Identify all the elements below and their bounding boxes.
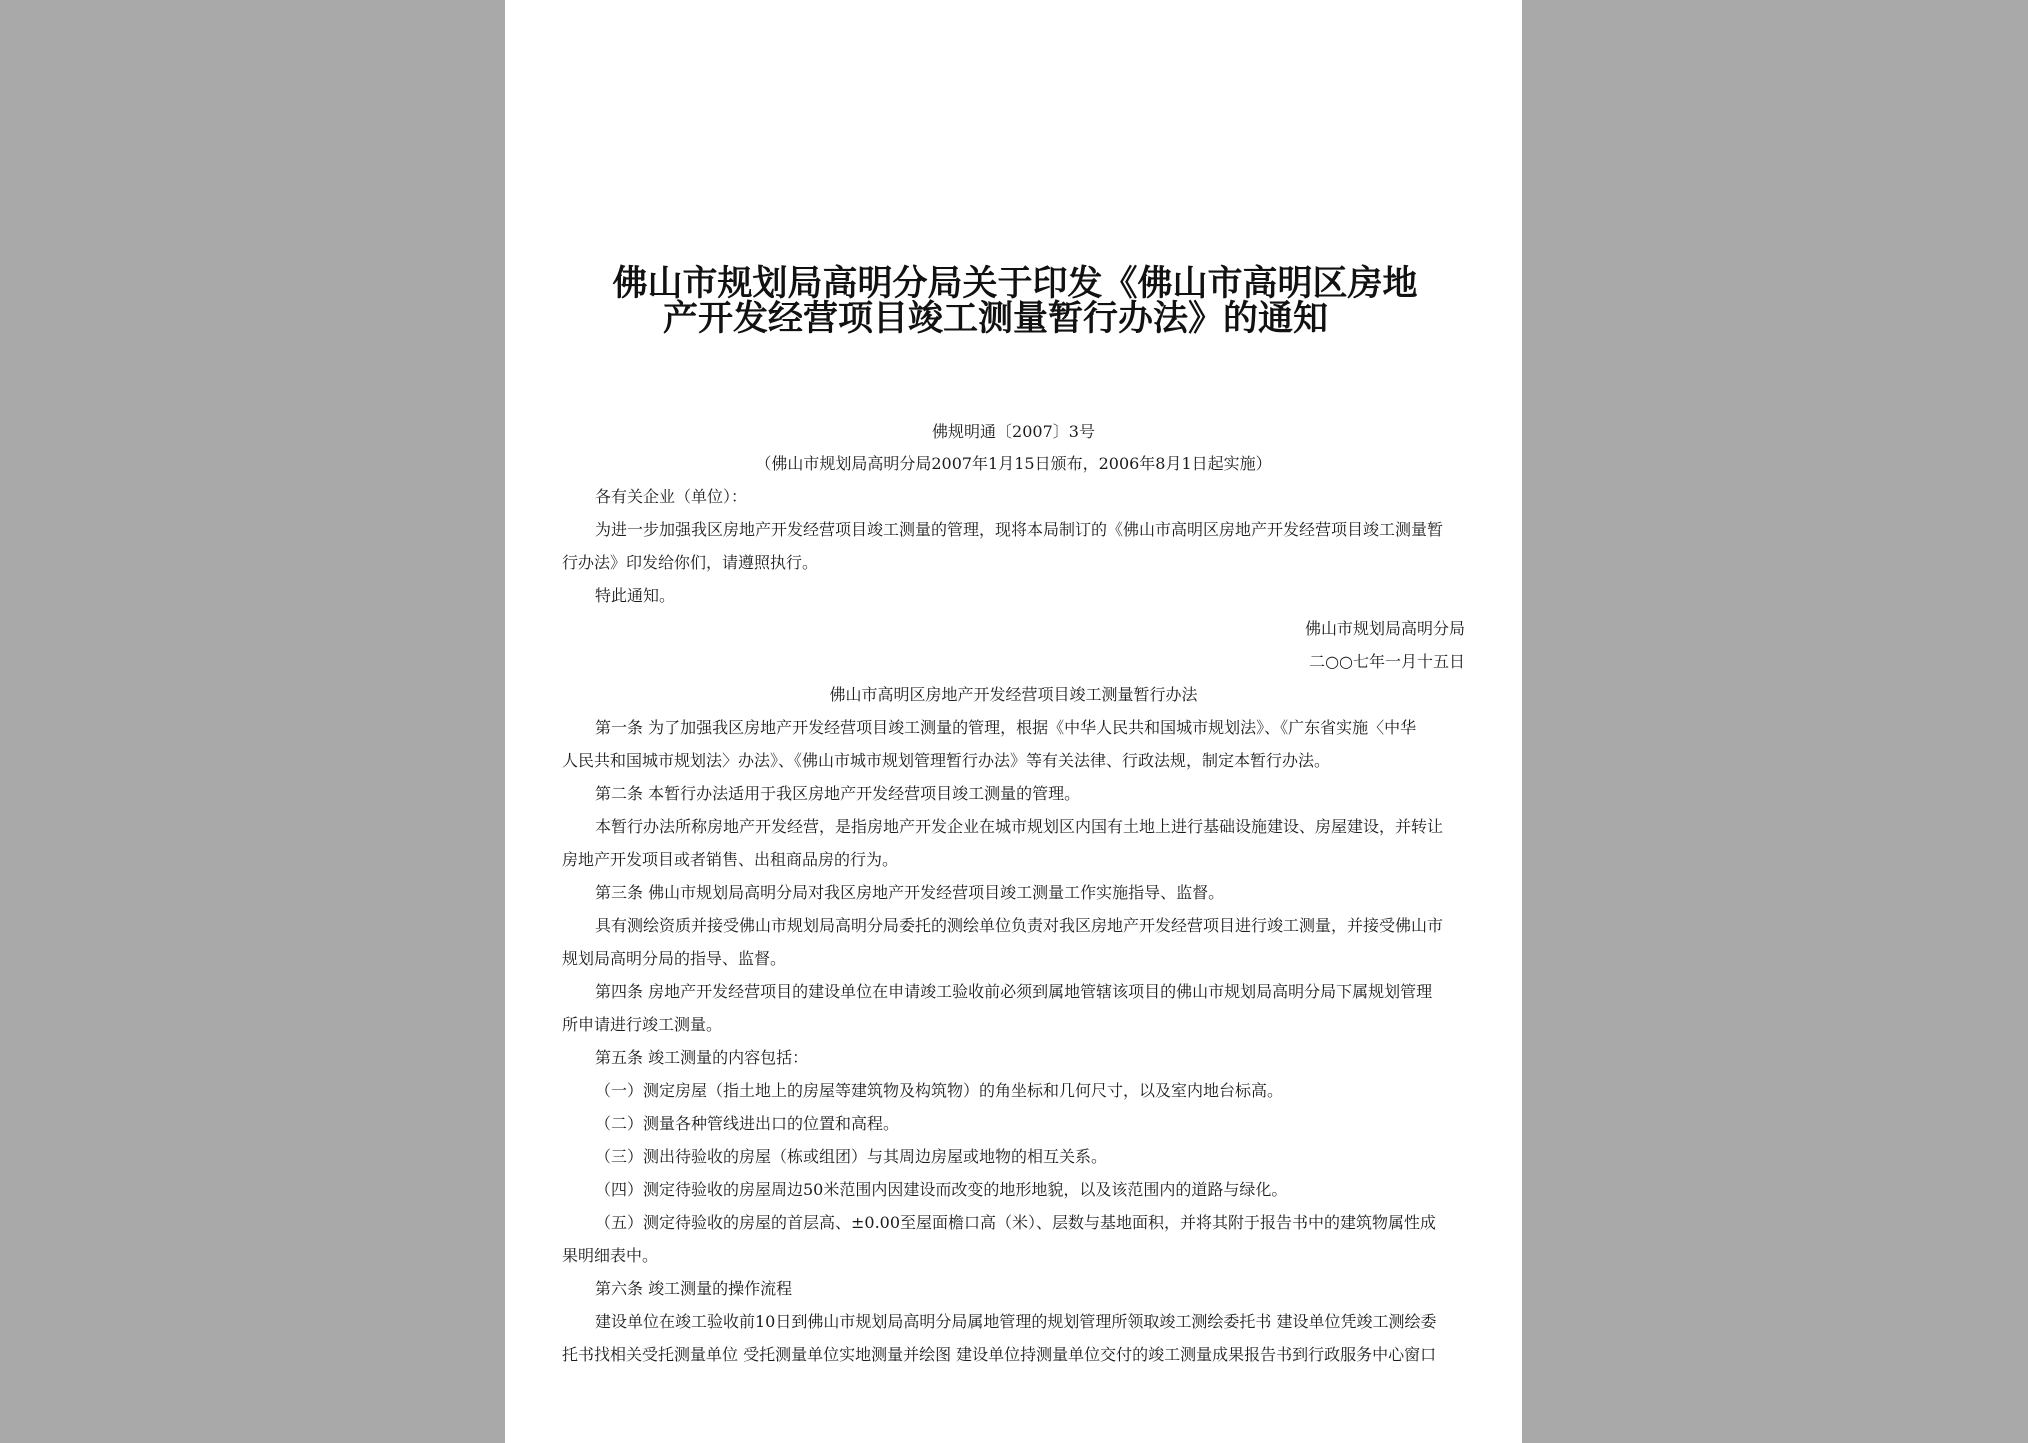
body-line: 房地产开发项目或者销售、出租商品房的行为。 [562, 850, 899, 869]
document-number: 佛规明通〔2007〕3号 [932, 422, 1095, 441]
body-line: （一）测定房屋（指土地上的房屋等建筑物及构筑物）的角坐标和几何尺寸，以及室内地台标高。 [595, 1081, 1284, 1100]
issue-info: （佛山市规划局高明分局2007年1月15日颁布，2006年8月1日起实施） [755, 454, 1272, 473]
body-line: 所申请进行竣工测量。 [562, 1015, 723, 1034]
measures-title: 佛山市高明区房地产开发经营项目竣工测量暂行办法 [829, 685, 1198, 704]
body-line: 第一条 为了加强我区房地产开发经营项目竣工测量的管理，根据《中华人民共和国城市规划法》、《广东省实施〈中华 [595, 718, 1417, 737]
body-line: 第六条 竣工测量的操作流程 [595, 1279, 793, 1298]
body-line: （四）测定待验收的房屋周边50米范围内因建设而改变的地形地貌，以及该范围内的道路与绿化。 [595, 1180, 1288, 1199]
body-line: 果明细表中。 [562, 1246, 659, 1265]
body-line: 第三条 佛山市规划局高明分局对我区房地产开发经营项目竣工测量工作实施指导、监督。 [595, 883, 1225, 902]
signature-org: 佛山市规划局高明分局 [1304, 619, 1465, 638]
addressee: 各有关企业（单位）： [595, 487, 748, 506]
body-line: （三）测出待验收的房屋（栋或组团）与其周边房屋或地物的相互关系。 [595, 1147, 1108, 1166]
signature-date: 二○○七年一月十五日 [1309, 652, 1465, 671]
body-line: （二）测量各种管线进出口的位置和高程。 [595, 1114, 900, 1133]
intro-line-2: 行办法》印发给你们，请遵照执行。 [562, 553, 819, 572]
body-line: 第五条 竣工测量的内容包括： [595, 1048, 809, 1067]
closing-line: 特此通知。 [595, 586, 676, 605]
body-line: 第四条 房地产开发经营项目的建设单位在申请竣工验收前必须到属地管辖该项目的佛山市规划局高明分局下属规划管理 [595, 982, 1433, 1001]
body-line: 第二条 本暂行办法适用于我区房地产开发经营项目竣工测量的管理。 [595, 784, 1081, 803]
body-line: （五）测定待验收的房屋的首层高、±0.00至屋面檐口高（米）、层数与基地面积，并将其附于报告书中的建筑物属性成 [595, 1213, 1437, 1232]
intro-line-1: 为进一步加强我区房地产开发经营项目竣工测量的管理，现将本局制订的《佛山市高明区房地产开发经营项目竣工测量暂 [595, 520, 1444, 539]
document-title-line-2: 产开发经营项目竣工测量暂行办法》的通知 [663, 298, 1329, 339]
body-line: 建设单位在竣工验收前10日到佛山市规划局高明分局属地管理的规划管理所领取竣工测绘委托书 建设单位凭竣工测绘委 [595, 1312, 1437, 1331]
document-title-line-1: 佛山市规划局高明分局关于印发《佛山市高明区房地 [612, 263, 1418, 304]
body-line: 具有测绘资质并接受佛山市规划局高明分局委托的测绘单位负责对我区房地产开发经营项目进行竣工测量，并接受佛山市 [595, 916, 1444, 935]
body-line: 托书找相关受托测量单位 受托测量单位实地测量并绘图 建设单位持测量单位交付的竣工测量成果报告书到行政服务中心窗口 [562, 1345, 1437, 1364]
body-line: 规划局高明分局的指导、监督。 [562, 949, 787, 968]
body-line: 人民共和国城市规划法〉办法》、《佛山市城市规划管理暂行办法》等有关法律、行政法规，制定本暂行办法。 [562, 751, 1331, 770]
body-line: 本暂行办法所称房地产开发经营，是指房地产开发企业在城市规划区内国有土地上进行基础设施建设、房屋建设，并转让 [595, 817, 1444, 836]
document-page [505, 0, 1522, 1443]
